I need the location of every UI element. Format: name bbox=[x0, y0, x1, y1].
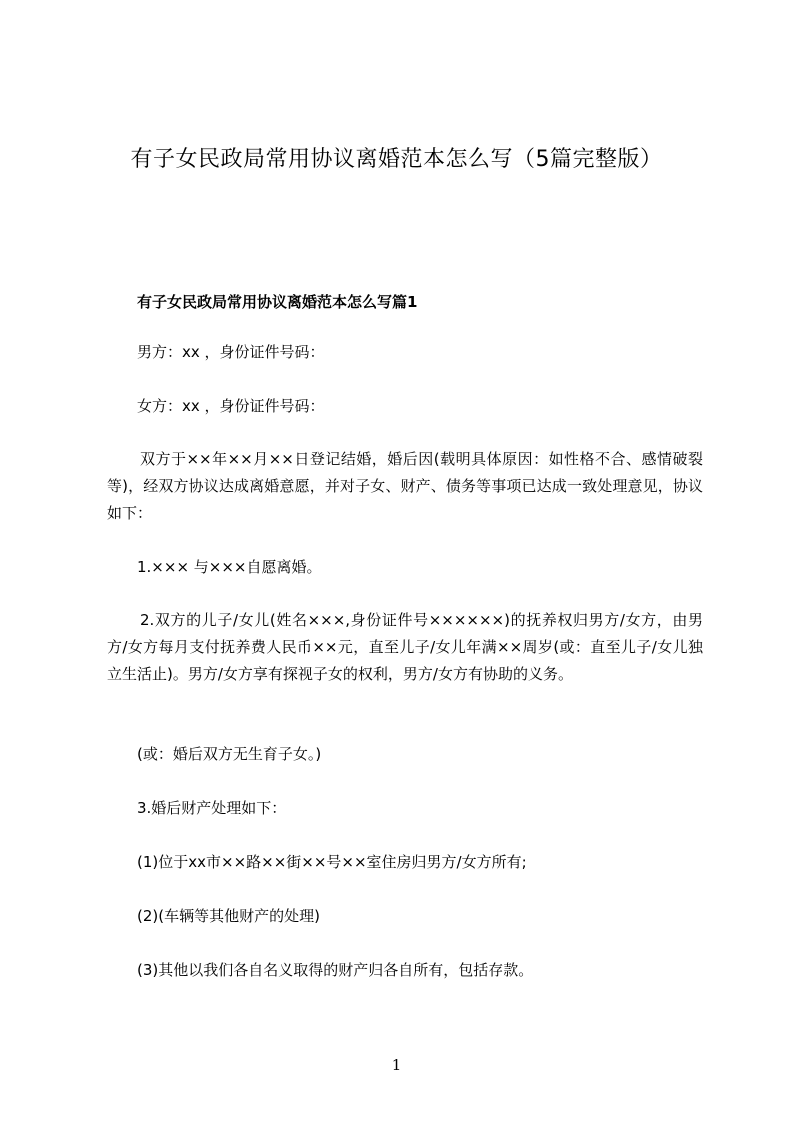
agreement-item-2-text: 2.双方的儿子/女儿(姓名×××,身份证件号××××××)的抚养权归男方/女方，由男方/女方每月支付抚养费人民币××元，直至儿子/女儿年满××周岁(或：直至儿子/女儿独立生活止)。男方/女方享有探视子女的权利，男方/女方有协助的义务。 bbox=[107, 611, 703, 683]
female-party-line: 女方：xx ，身份证件号码： bbox=[137, 397, 325, 415]
agreement-item-1: 1.××× 与×××自愿离婚。 bbox=[137, 558, 322, 576]
intro-paragraph-text: 双方于××年××月××日登记结婚，婚后因(载明具体原因：如性格不合、感情破裂等)，经双方协议达成离婚意愿，并对子女、财产、债务等事项已达成一致处理意见，协议如下： bbox=[107, 450, 703, 522]
page-number: 1 bbox=[391, 1056, 402, 1074]
agreement-item-3-3: (3)其他以我们各自名义取得的财产归各自所有，包括存款。 bbox=[137, 961, 534, 979]
agreement-item-3-2: (2)(车辆等其他财产的处理) bbox=[137, 907, 320, 925]
section-heading: 有子女民政局常用协议离婚范本怎么写篇1 bbox=[137, 293, 418, 311]
agreement-item-3: 3.婚后财产处理如下： bbox=[137, 799, 287, 817]
agreement-item-3-1: (1)位于xx市××路××街××号××室住房归男方/女方所有; bbox=[137, 853, 527, 871]
document-title: 有子女民政局常用协议离婚范本怎么写（5篇完整版） bbox=[130, 147, 663, 172]
male-party-line: 男方：xx ，身份证件号码： bbox=[137, 343, 325, 361]
agreement-item-2-alternative: (或：婚后双方无生育子女。) bbox=[137, 745, 322, 763]
agreement-item-2 bbox=[107, 607, 703, 688]
intro-paragraph bbox=[107, 446, 703, 527]
